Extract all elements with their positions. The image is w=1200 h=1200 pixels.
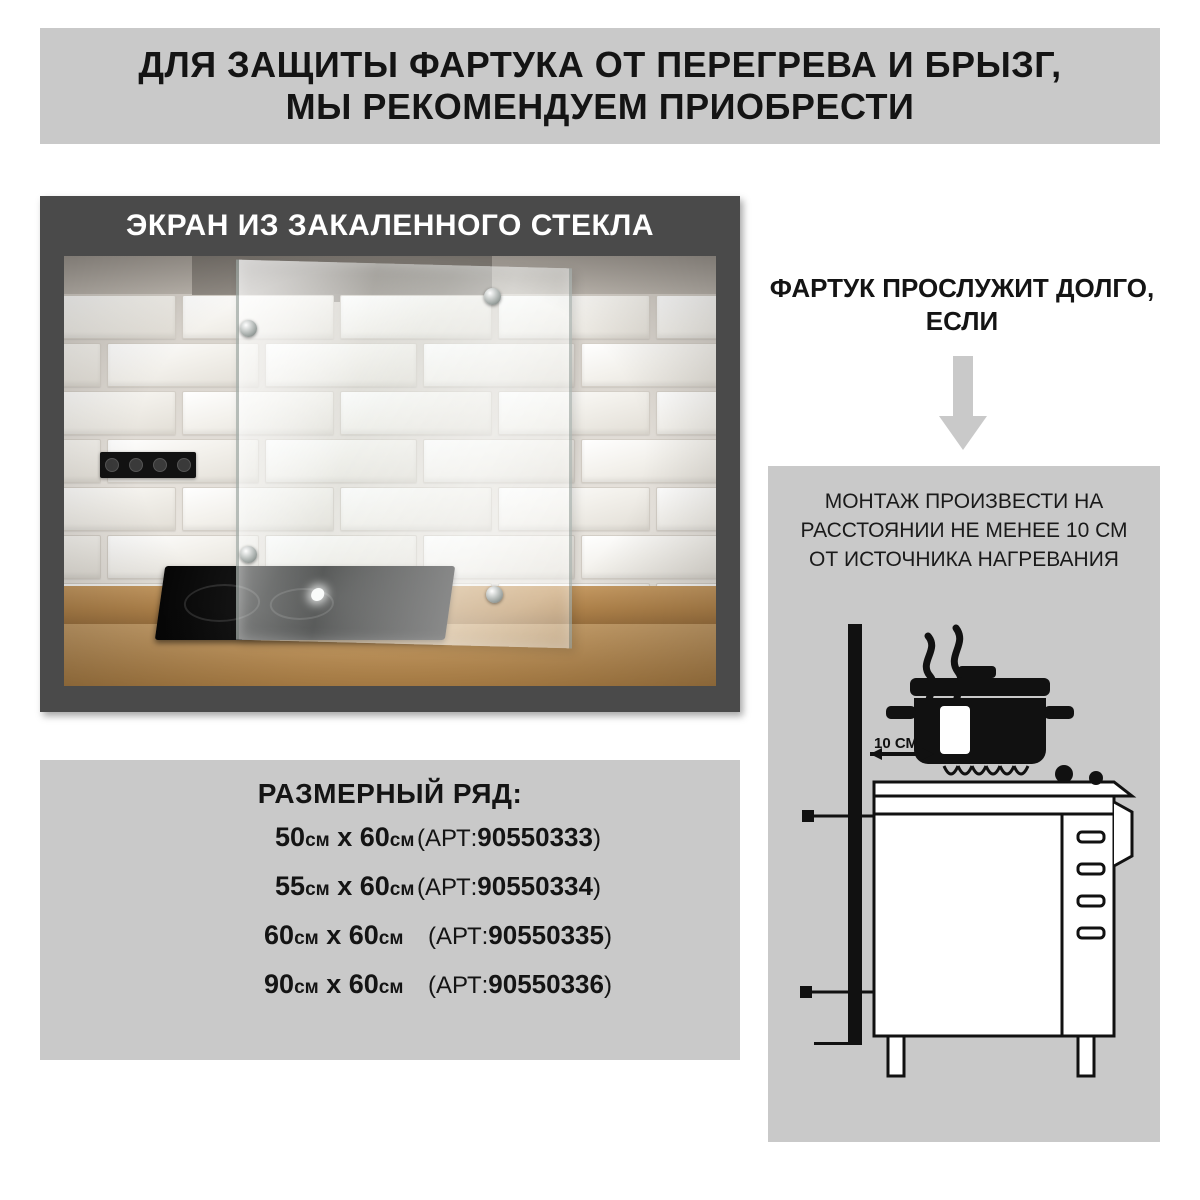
brick: [64, 295, 176, 339]
glass-mount-stud: [240, 320, 257, 337]
glass-screen-card-title: ЭКРАН ИЗ ЗАКАЛЕННОГО СТЕКЛА: [126, 209, 654, 242]
distance-label: 10 СМ: [874, 735, 918, 752]
wall-sockets: [100, 452, 196, 478]
size-article: (АРТ:90550336): [428, 969, 612, 999]
wall-line: [848, 624, 862, 1044]
installation-note-text: [768, 466, 1160, 575]
oven-top-trim: [874, 796, 1114, 814]
note-line-2: РАССТОЯНИИ НЕ МЕНЕЕ 10 СМ: [800, 518, 1128, 542]
oven-leg: [1078, 1036, 1094, 1076]
oven-leg: [888, 1036, 904, 1076]
socket-dot: [177, 458, 191, 472]
installation-note-panel: [768, 466, 1160, 1142]
glass-mount-stud: [240, 546, 257, 563]
brick: [656, 295, 716, 339]
glass-mount-stud: [484, 288, 501, 305]
socket-dot: [129, 458, 143, 472]
socket-dot: [153, 458, 167, 472]
header-banner: [40, 28, 1160, 144]
brick: [64, 391, 176, 435]
size-row: [40, 824, 740, 851]
note-line-1: МОНТАЖ ПРОИЗВЕСТИ НА: [824, 490, 1104, 513]
glass-screen-card: [40, 196, 740, 712]
brick: [64, 343, 101, 387]
kitchen-photo: [64, 256, 716, 686]
arrow-down-icon: [938, 356, 988, 452]
oven-side-contour: [1114, 802, 1132, 866]
durability-heading: [752, 272, 1172, 337]
size-row: [40, 873, 740, 900]
pot-handle-right: [1044, 706, 1074, 719]
size-range-title: РАЗМЕРНЫЙ РЯД:: [257, 778, 523, 809]
size-article: (АРТ:90550334): [417, 871, 601, 901]
size-dimensions: 55см x 60см: [275, 871, 415, 901]
tempered-glass-screen: [236, 260, 572, 649]
pot-label: [940, 706, 970, 754]
brick: [656, 391, 716, 435]
header-line-2: МЫ РЕКОМЕНДУЕМ ПРИОБРЕСТИ: [285, 86, 915, 127]
brick: [581, 343, 716, 387]
pot-knob: [958, 666, 996, 678]
size-row: [40, 971, 740, 998]
socket-dot: [105, 458, 119, 472]
oven-body: [874, 796, 1114, 1036]
pot-handle-left: [886, 706, 916, 719]
size-row: [40, 922, 740, 949]
glass-mount-stud: [486, 586, 503, 603]
brick: [64, 439, 101, 483]
durability-heading-line-2: ЕСЛИ: [925, 305, 999, 336]
burner: [1089, 771, 1103, 785]
size-article: (АРТ:90550333): [417, 822, 601, 852]
durability-heading-line-1: ФАРТУК ПРОСЛУЖИТ ДОЛГО,: [769, 273, 1155, 303]
size-dimensions: 90см x 60см: [264, 969, 404, 999]
size-dimensions: 60см x 60см: [264, 920, 404, 950]
glass-sheen: [239, 260, 569, 649]
burner: [1055, 765, 1073, 783]
pot-lid: [910, 678, 1050, 696]
brick: [656, 487, 716, 531]
size-dimensions: 50см x 60см: [275, 822, 415, 852]
size-range-panel: [40, 760, 740, 1060]
brick: [581, 535, 716, 579]
stove-with-pot-diagram: [778, 606, 1150, 1116]
burner-grate: [944, 766, 1028, 774]
note-line-3: ОТ ИСТОЧНИКА НАГРЕВАНИЯ: [809, 547, 1119, 571]
brick: [64, 535, 101, 579]
size-article: (АРТ:90550335): [428, 920, 612, 950]
header-line-1: ДЛЯ ЗАЩИТЫ ФАРТУКА ОТ ПЕРЕГРЕВА И БРЫЗГ,: [138, 43, 1062, 85]
brick: [581, 439, 716, 483]
brick: [64, 487, 176, 531]
